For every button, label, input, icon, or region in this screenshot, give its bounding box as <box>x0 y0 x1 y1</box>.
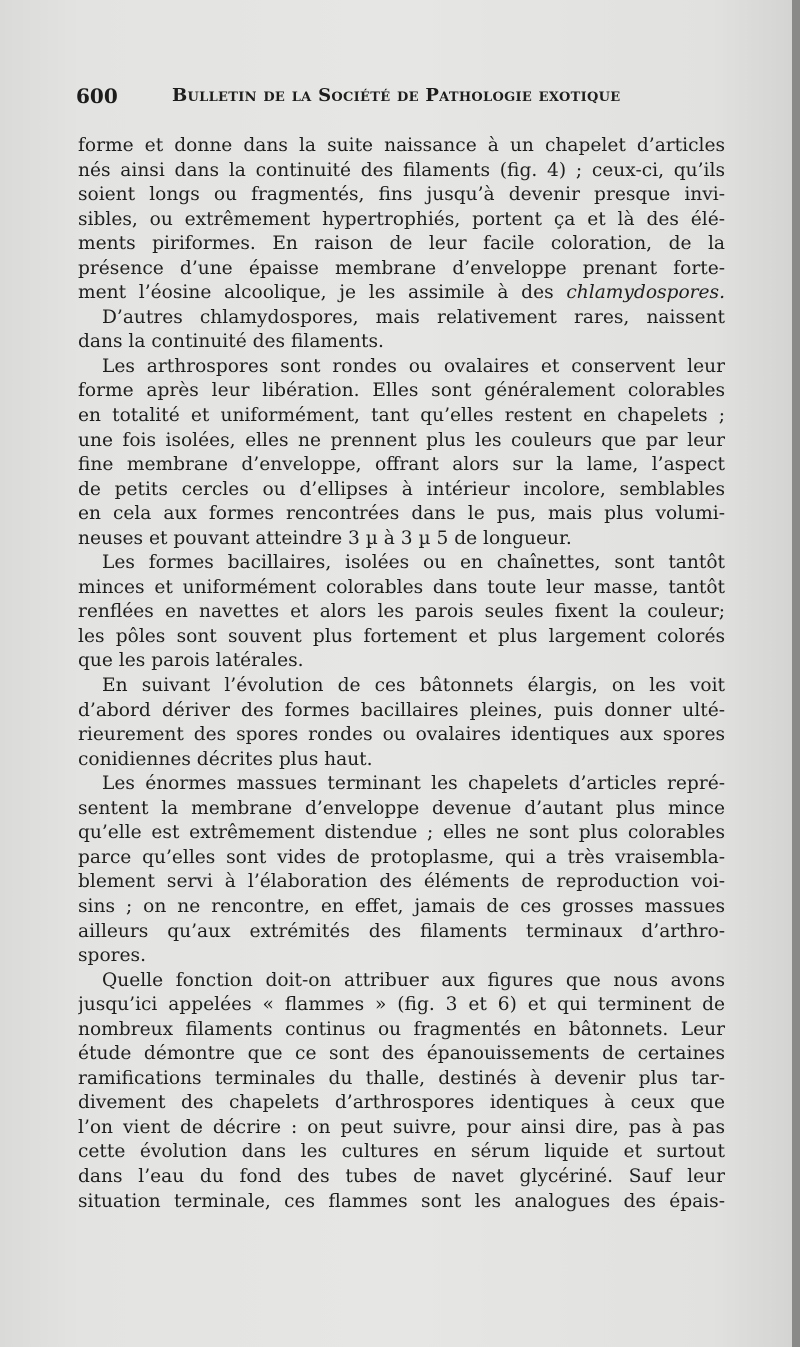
text-line <box>78 1116 725 1141</box>
text-line <box>78 306 725 331</box>
text-line-content: forme après leur libération. Elles sont généralement colorables <box>78 380 725 402</box>
text-line-content: renflées en navettes et alors les parois seules fixent la couleur; <box>78 601 725 623</box>
text-line-content: l’on vient de décrire : on peut suivre, pour ainsi dire, pas à pas <box>78 1116 725 1138</box>
text-line <box>78 1067 725 1092</box>
text-line-content: conidiennes décrites plus haut. <box>78 748 373 770</box>
text-line-content: ment l’éosine alcoolique, je les assimile à des <box>78 282 567 304</box>
page-edge <box>792 0 800 1347</box>
text-line-content: sentent la membrane d’enveloppe devenue d’autant plus mince <box>78 797 725 819</box>
text-line <box>78 183 725 208</box>
text-line-content: en totalité et uniformément, tant qu’elles restent en chapelets ; <box>78 405 725 427</box>
text-line <box>78 232 725 257</box>
text-line <box>78 674 725 699</box>
text-line-content: situation terminale, ces flammes sont les analogues des épais- <box>78 1190 725 1212</box>
text-line <box>78 969 725 994</box>
text-line-content: Les énormes massues terminant les chapelets d’articles repré- <box>102 773 725 795</box>
text-line <box>78 748 725 773</box>
text-line-content: les pôles sont souvent plus fortement et plus largement colorés <box>78 625 725 647</box>
text-line <box>78 772 725 797</box>
text-line <box>78 429 725 454</box>
text-line-content: nés ainsi dans la continuité des filaments (fig. 4) ; ceux-ci, qu’ils <box>78 159 725 181</box>
text-line-content: blement servi à l’élaboration des éléments de reproduction voi- <box>78 871 725 893</box>
text-line <box>78 404 725 429</box>
text-line-content: dans l’eau du fond des tubes de navet glycériné. Sauf leur <box>78 1165 725 1187</box>
text-line-content: qu’elle est extrêmement distendue ; elles ne sont plus colorables <box>78 822 725 844</box>
text-line-content: étude démontre que ce sont des épanouissements de certaines <box>78 1043 725 1065</box>
text-line-content: divement des chapelets d’arthrospores identiques à ceux que <box>78 1092 725 1114</box>
text-line-content: parce qu’elles sont vides de protoplasme, qui a très vraisembla- <box>78 846 725 868</box>
text-line-content: neuses et pouvant atteindre 3 µ à 3 µ 5 de longueur. <box>78 527 572 549</box>
text-line-content: fine membrane d’enveloppe, offrant alors sur la lame, l’aspect <box>78 454 725 476</box>
text-line <box>78 1165 725 1190</box>
text-line <box>78 920 725 945</box>
text-line <box>78 1042 725 1067</box>
text-line <box>78 993 725 1018</box>
text-line-content: minces et uniformément colorables dans toute leur masse, tantôt <box>78 576 725 598</box>
text-line <box>78 846 725 871</box>
text-line-content: jusqu’ici appelées « flammes » (fig. 3 et 6) et qui terminent de <box>78 994 725 1016</box>
text-line-content: Les arthrospores sont rondes ou ovalaires et conservent leur <box>102 355 725 377</box>
text-line <box>78 649 725 674</box>
text-line-content: ramifications terminales du thalle, destinés à devenir plus tar- <box>78 1067 725 1089</box>
text-line-content: sins ; on ne rencontre, en effet, jamais de ces grosses massues <box>78 895 725 917</box>
text-line <box>78 1140 725 1165</box>
text-line-content: nombreux filaments continus ou fragmentés en bâtonnets. Leur <box>78 1018 725 1040</box>
text-line-content: D’autres chlamydospores, mais relativement rares, naissent <box>102 306 725 328</box>
text-line <box>78 699 725 724</box>
text-line <box>78 723 725 748</box>
text-line-content: d’abord dériver des formes bacillaires pleines, puis donner ulté- <box>78 699 725 721</box>
text-line-content: Les formes bacillaires, isolées ou en chaînettes, sont tantôt <box>102 552 725 574</box>
text-line <box>78 527 725 552</box>
text-line-content: ailleurs qu’aux extrémités des filaments terminaux d’arthro- <box>78 920 725 942</box>
text-line <box>78 281 725 306</box>
text-line <box>78 576 725 601</box>
text-line <box>78 208 725 233</box>
text-line <box>78 1190 725 1215</box>
text-line <box>78 134 725 159</box>
text-line <box>78 895 725 920</box>
italic-term: chlamydospores. <box>566 282 725 304</box>
text-line-content: spores. <box>78 945 146 967</box>
text-line <box>78 870 725 895</box>
text-line <box>78 625 725 650</box>
text-line-content: une fois isolées, elles ne prennent plus les couleurs que par leur <box>78 429 725 451</box>
text-line <box>78 944 725 969</box>
text-line-content: que les parois latérales. <box>78 650 304 672</box>
text-line-content: sibles, ou extrêmement hypertrophiés, portent ça et là des élé- <box>78 208 725 230</box>
text-line <box>78 257 725 282</box>
text-line-content: En suivant l’évolution de ces bâtonnets élargis, on les voit <box>102 675 725 697</box>
body-text <box>78 134 725 1214</box>
text-line <box>78 797 725 822</box>
text-line-content: ments piriformes. En raison de leur facile coloration, de la <box>78 233 725 255</box>
text-line <box>78 330 725 355</box>
text-line-content: soient longs ou fragmentés, fins jusqu’à devenir presque invi- <box>78 184 725 206</box>
text-line <box>78 1091 725 1116</box>
text-line-content: en cela aux formes rencontrées dans le pus, mais plus volumi- <box>78 503 725 525</box>
text-line-content: Quelle fonction doit-on attribuer aux figures que nous avons <box>102 969 725 991</box>
text-line <box>78 159 725 184</box>
running-title: Bulletin de la Société de Pathologie exotique <box>172 85 621 106</box>
text-line <box>78 551 725 576</box>
text-line <box>78 502 725 527</box>
text-line-content: présence d’une épaisse membrane d’enveloppe prenant forte- <box>78 257 725 279</box>
text-line-content: cette évolution dans les cultures en sérum liquide et surtout <box>78 1141 725 1163</box>
text-line-content: de petits cercles ou d’ellipses à intérieur incolore, semblables <box>78 478 725 500</box>
text-line <box>78 600 725 625</box>
text-line <box>78 1018 725 1043</box>
text-line <box>78 821 725 846</box>
text-line <box>78 379 725 404</box>
text-line-content: dans la continuité des filaments. <box>78 331 384 353</box>
text-line-content: rieurement des spores rondes ou ovalaires identiques aux spores <box>78 724 725 746</box>
text-line <box>78 478 725 503</box>
text-line <box>78 355 725 380</box>
page-number: 600 <box>76 84 118 108</box>
text-line-content: forme et donne dans la suite naissance à un chapelet d’articles <box>78 135 725 156</box>
page-header <box>76 84 726 114</box>
text-line <box>78 453 725 478</box>
